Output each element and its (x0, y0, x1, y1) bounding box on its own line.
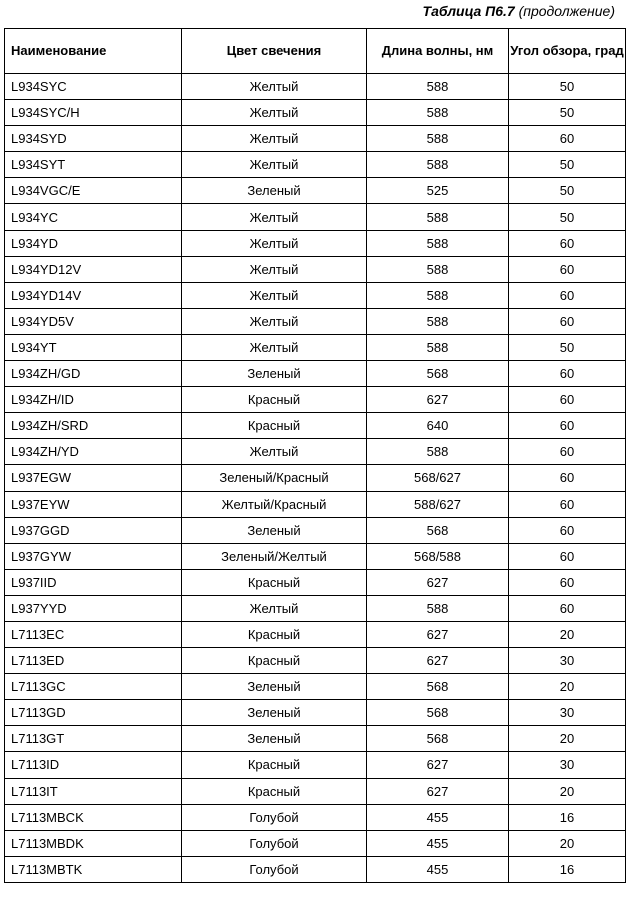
cell-color: Красный (182, 387, 367, 413)
cell-name: L7113IT (5, 778, 182, 804)
table-row (5, 126, 626, 152)
cell-name: L934ZH/GD (5, 361, 182, 387)
header-view-angle: Угол обзора, град (509, 29, 626, 74)
cell-wavelength: 588 (367, 334, 509, 360)
table-row (5, 804, 626, 830)
cell-color: Голубой (182, 804, 367, 830)
cell-name: L937YYD (5, 595, 182, 621)
cell-wavelength: 568 (367, 517, 509, 543)
cell-view-angle: 16 (509, 856, 626, 882)
cell-view-angle: 16 (509, 804, 626, 830)
cell-color: Желтый (182, 230, 367, 256)
table-row (5, 282, 626, 308)
cell-view-angle: 60 (509, 517, 626, 543)
cell-wavelength: 568 (367, 700, 509, 726)
cell-wavelength: 588 (367, 74, 509, 100)
cell-wavelength: 588 (367, 595, 509, 621)
table-row (5, 204, 626, 230)
cell-view-angle: 60 (509, 126, 626, 152)
header-color: Цвет свечения (182, 29, 367, 74)
cell-view-angle: 60 (509, 569, 626, 595)
cell-name: L937EGW (5, 465, 182, 491)
cell-view-angle: 60 (509, 230, 626, 256)
cell-wavelength: 588 (367, 126, 509, 152)
cell-view-angle: 20 (509, 674, 626, 700)
cell-view-angle: 20 (509, 778, 626, 804)
cell-color: Зеленый/Желтый (182, 543, 367, 569)
table-row (5, 856, 626, 882)
cell-color: Желтый (182, 204, 367, 230)
table-caption-note: (продолжение) (518, 3, 615, 19)
cell-view-angle: 60 (509, 491, 626, 517)
cell-color: Зеленый/Красный (182, 465, 367, 491)
cell-name: L937GGD (5, 517, 182, 543)
cell-wavelength: 568/627 (367, 465, 509, 491)
cell-wavelength: 525 (367, 178, 509, 204)
table-header-row (5, 29, 626, 74)
cell-color: Зеленый (182, 361, 367, 387)
cell-wavelength: 455 (367, 830, 509, 856)
table-row (5, 621, 626, 647)
cell-name: L934SYC/H (5, 100, 182, 126)
cell-view-angle: 50 (509, 204, 626, 230)
table-row (5, 178, 626, 204)
cell-color: Желтый (182, 282, 367, 308)
cell-color: Желтый (182, 74, 367, 100)
cell-name: L7113GD (5, 700, 182, 726)
table-row (5, 674, 626, 700)
cell-color: Голубой (182, 856, 367, 882)
cell-color: Желтый (182, 152, 367, 178)
cell-name: L934YT (5, 334, 182, 360)
cell-wavelength: 588/627 (367, 491, 509, 517)
cell-name: L934YD14V (5, 282, 182, 308)
cell-name: L934YC (5, 204, 182, 230)
table-row (5, 648, 626, 674)
cell-view-angle: 50 (509, 334, 626, 360)
cell-color: Красный (182, 648, 367, 674)
cell-wavelength: 568 (367, 361, 509, 387)
cell-color: Зеленый (182, 517, 367, 543)
cell-wavelength: 455 (367, 804, 509, 830)
cell-wavelength: 627 (367, 778, 509, 804)
cell-view-angle: 20 (509, 726, 626, 752)
cell-wavelength: 588 (367, 230, 509, 256)
cell-view-angle: 30 (509, 648, 626, 674)
table-row (5, 491, 626, 517)
table-row (5, 413, 626, 439)
cell-color: Желтый (182, 334, 367, 360)
table-row (5, 152, 626, 178)
cell-view-angle: 60 (509, 413, 626, 439)
cell-color: Зеленый (182, 700, 367, 726)
cell-wavelength: 627 (367, 752, 509, 778)
cell-view-angle: 20 (509, 830, 626, 856)
cell-wavelength: 588 (367, 100, 509, 126)
cell-color: Желтый (182, 100, 367, 126)
cell-color: Зеленый (182, 674, 367, 700)
cell-color: Красный (182, 621, 367, 647)
cell-view-angle: 30 (509, 700, 626, 726)
cell-color: Зеленый (182, 178, 367, 204)
cell-color: Желтый (182, 439, 367, 465)
table-row (5, 387, 626, 413)
cell-name: L934YD5V (5, 308, 182, 334)
cell-name: L7113MBTK (5, 856, 182, 882)
cell-wavelength: 455 (367, 856, 509, 882)
cell-name: L934ZH/ID (5, 387, 182, 413)
led-spec-table (4, 28, 626, 883)
cell-view-angle: 60 (509, 387, 626, 413)
cell-view-angle: 60 (509, 361, 626, 387)
cell-name: L934YD12V (5, 256, 182, 282)
table-row (5, 543, 626, 569)
cell-view-angle: 50 (509, 74, 626, 100)
table-row (5, 74, 626, 100)
table-row (5, 439, 626, 465)
table-caption-label: Таблица П6.7 (422, 3, 515, 19)
cell-color: Желтый (182, 308, 367, 334)
cell-wavelength: 627 (367, 621, 509, 647)
table-row (5, 700, 626, 726)
table-row (5, 334, 626, 360)
header-name: Наименование (5, 29, 182, 74)
cell-wavelength: 627 (367, 387, 509, 413)
cell-color: Красный (182, 413, 367, 439)
cell-view-angle: 60 (509, 256, 626, 282)
cell-wavelength: 588 (367, 256, 509, 282)
cell-wavelength: 627 (367, 569, 509, 595)
cell-wavelength: 588 (367, 282, 509, 308)
cell-view-angle: 60 (509, 282, 626, 308)
cell-wavelength: 568 (367, 674, 509, 700)
cell-wavelength: 568/588 (367, 543, 509, 569)
cell-view-angle: 20 (509, 621, 626, 647)
cell-view-angle: 60 (509, 308, 626, 334)
cell-name: L934YD (5, 230, 182, 256)
cell-wavelength: 568 (367, 726, 509, 752)
cell-wavelength: 588 (367, 439, 509, 465)
cell-wavelength: 588 (367, 152, 509, 178)
cell-color: Красный (182, 569, 367, 595)
cell-wavelength: 588 (367, 204, 509, 230)
table-row (5, 752, 626, 778)
cell-name: L934SYC (5, 74, 182, 100)
cell-name: L7113ED (5, 648, 182, 674)
cell-wavelength: 640 (367, 413, 509, 439)
table-row (5, 465, 626, 491)
cell-view-angle: 50 (509, 152, 626, 178)
table-row (5, 595, 626, 621)
cell-color: Желтый (182, 595, 367, 621)
table-row (5, 100, 626, 126)
cell-name: L7113MBDK (5, 830, 182, 856)
cell-view-angle: 60 (509, 465, 626, 491)
cell-color: Желтый (182, 126, 367, 152)
cell-view-angle: 50 (509, 100, 626, 126)
table-row (5, 308, 626, 334)
table-row (5, 569, 626, 595)
table-row (5, 830, 626, 856)
cell-name: L7113GC (5, 674, 182, 700)
table-row (5, 778, 626, 804)
cell-color: Голубой (182, 830, 367, 856)
cell-name: L937GYW (5, 543, 182, 569)
cell-color: Зеленый (182, 726, 367, 752)
cell-name: L934VGC/E (5, 178, 182, 204)
cell-name: L7113EC (5, 621, 182, 647)
cell-view-angle: 60 (509, 439, 626, 465)
table-body (5, 74, 626, 883)
cell-color: Красный (182, 778, 367, 804)
table-row (5, 726, 626, 752)
cell-view-angle: 60 (509, 543, 626, 569)
table-row (5, 230, 626, 256)
cell-name: L937IID (5, 569, 182, 595)
cell-name: L934SYD (5, 126, 182, 152)
cell-color: Красный (182, 752, 367, 778)
cell-name: L937EYW (5, 491, 182, 517)
cell-color: Желтый (182, 256, 367, 282)
header-wavelength: Длина волны, нм (367, 29, 509, 74)
cell-name: L7113ID (5, 752, 182, 778)
cell-wavelength: 627 (367, 648, 509, 674)
cell-name: L934SYT (5, 152, 182, 178)
table-row (5, 517, 626, 543)
cell-view-angle: 30 (509, 752, 626, 778)
cell-name: L934ZH/YD (5, 439, 182, 465)
cell-name: L7113GT (5, 726, 182, 752)
cell-color: Желтый/Красный (182, 491, 367, 517)
table-row (5, 361, 626, 387)
cell-view-angle: 60 (509, 595, 626, 621)
cell-wavelength: 588 (367, 308, 509, 334)
cell-name: L934ZH/SRD (5, 413, 182, 439)
cell-view-angle: 50 (509, 178, 626, 204)
cell-name: L7113MBCK (5, 804, 182, 830)
table-row (5, 256, 626, 282)
table-caption (423, 3, 615, 19)
